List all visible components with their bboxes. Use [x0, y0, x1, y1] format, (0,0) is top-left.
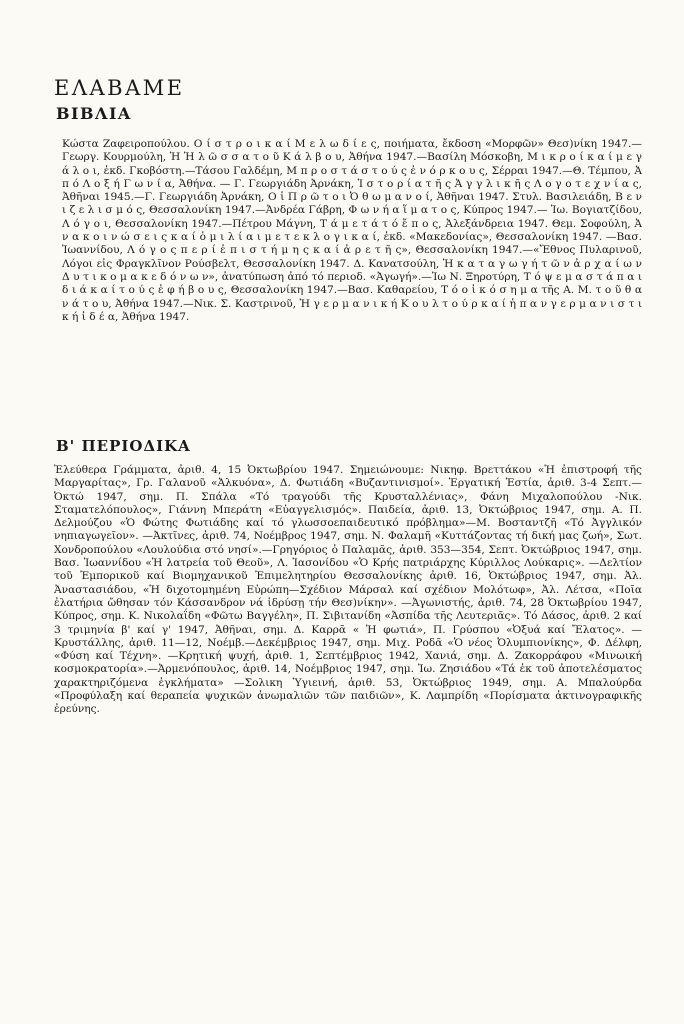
page-title: ΕΛΑΒΑΜΕ [54, 76, 185, 100]
periodicals-paragraph: Ἐλεύθερα Γράμματα, ἀριθ. 4, 15 Ὀκτωβρίου 1947. Σημειώνουμε: Νικηφ. Βρεττάκου «Ἡ ἐπιστροφή τῆς Μαργαρίτας», Γρ. Γαλανοῦ «Ἀλκυόνα», Δ. Φωτιάδη «Βυζαντινισμοί». Ἐργατική Ἑστία, ἀριθ. 3-4 Σεπτ.—Ὀκτώ 1947, σημ. Π. Σπάλα «Τό τραγούδι τῆς Κρυσταλλένιας», Φάνη Μιχαλοπούλου -Νικ. Σταματελόπουλος», Γιάννη Μπεράτη «Εὐαγγελισμός». Παιδεία, ἀριθ. 13, Ὀκτώβριος 1947, σημ. Α. Π. Δελμούζου «Ὁ Φώτης Φωτιάδης καί τό γλωσσοεπαιδευτικό πρόβλημα»—Μ. Βοσταντζῆ «Τό Ἀγγλικόν νηπιαγωγεῖον». —Ἀκτῖνες, ἀριθ. 74, Νοέμβρος 1947, σημ. Ν. Φαλαμῆ «Κυττάζοντας τή δική μας ζωή», Σωτ. Χονδροπούλου «Λουλούδια στό νησί».—Γρηγόριος ὁ Παλαμᾶς, ἀριθ. 353—354, Σεπτ. Ὀκτώβριος 1947, σημ. Βασ. Ἰωαννίδου «Ἡ λατρεία τοῦ Θεοῦ», Λ. Ἰασονίδου «Ὁ Κρής πατριάρχης Κύριλλος Λούκαρις». —Δελτίον τοῦ Ἐμπορικοῦ καί Βιομηχανικοῦ Ἐπιμελητηρίου Θεσσαλονίκης ἀριθ. 16, Ὀκτώβριος 1947, σημ. Ἀλ. Ἀναστασιάδου, «Ἡ διχοτομημένη Εὐρώπη—Σχέδιον Μάρσαλ καί σχέδιον Μολότωφ», Ἀλ. Λέτσα, «Ποῖα ἐλατήρια ὤθησαν τόν Κάσσανδρον νά ἱδρύσῃ τήν Θεσ)νίκην». —Ἀγωνιστής, ἀριθ. 74, 28 Ὀκτωβρίου 1947, Κύπρος, σημ. Κ. Νικολαΐδη «Φῶτω Βαγγέλη», Π. Σιβιτανίδη «Ἀσπίδα τῆς Λευτεριᾶς». Τό Δάσος, ἀριθ. 2 καί 3 τριμηνία β' καί γ' 1947, Ἀθῆναι, σημ. Δ. Καρρᾶ « Ἡ φωτιά», Π. Γρύσπου «Ὀξυά καί Ἔλατος». —Κρυστάλλης, ἀριθ. 11—12, Νοέμβ.—Δεκέμβριος 1947, σημ. Μιχ. Ροδᾶ «Ὁ νέος Ὀλυμπιονίκης», Φ. Δέλφη, «Φύση καί Τέχνη». —Κρητική ψυχή, ἀριθ. 1, Σεπτέμβριος 1942, Χανιά, σημ. Δ. Ζακορράφου «Μινωική κοσμοκρατορία».—Ἀρμενόπουλος, ἀριθ. 14, Νοέμβριος 1947, σημ. Ἰω. Ζησιάδου «Τά ἐκ τοῦ ἀποτελέσματος χαρακτηριζόμενα ἐγκλήματα» —Σολικη Ὑγιεινή, ἀριθ. 53, Ὀκτώβριος 1949, σημ. Α. Μπαλούρδα «Προφύλαξη καί θεραπεία ψυχικῶν ἀνωμαλιῶν τῶν παιδιῶν», Κ. Λαμπρίδη «Πορίσματα ἀκτινογραφικῆς ἐρεύνης. [54, 464, 642, 716]
section-heading-periodicals: Β' ΠΕΡΙΟΔΙΚΑ [56, 437, 191, 455]
books-paragraph: Κώστα Ζαφειροπούλου. Ο ί σ τ ρ ο ι κ α ί Μ ε λ ω δ ί ε ς, ποιήματα, ἔκδοση «Μορφῶν» Θεσ)νίκη 1947.—Γεωργ. Κουρμούλη, Ἡ Ἠ λ ῶ σ σ α τ ο ῦ Κ ά λ β ο υ, Ἀθήνα 1947.—Βασίλη Μόσκοβη, Μ ι κ ρ ο ί κ α ί μ ε γ ά λ ο ι, ἐκδ. Γκοβόστη.—Τάσου Γαλδέμη, Μ π ρ ο σ τ ά σ τ ο ύ ς ἐ ν ό ρ κ ο υ ς, Σέρραι 1947.—Θ. Τέμπου, Ἀ π ό Λ ο ξ ή Γ ω ν ί α, Ἀθήνα. — Γ. Γεωργιάδη Ἀρνάκη, Ἱ σ τ ο ρ ί α τ ῆ ς Ἀ γ γ λ ι κ ῆ ς Λ ο γ ο τ ε χ ν ί α ς, Ἀθῆναι 1945.—Γ. Γεωργιάδη Ἀρνάκη, Ο ἱ Π ρ ῶ τ ο ι Ὀ θ ω μ α ν ο ί, Ἀθῆναι 1947. Στυλ. Βασιλειάδη, Β ε ν ι ζ ε λ ι σ μ ό ς, Θεσσαλονίκη 1947.—Ἀνδρέα Γάβρη, Φ ω ν ή α ἵ μ α τ ο ς, Κύπρος 1947.— Ἰω. Βογιατζίδου, Λ ό γ ο ι, Θεσσαλονίκη 1947.—Πέτρου Μάγνη, Τ ά μ ε τ ά τ ό ἔ π ο ς, Ἀλεξάνδρεια 1947. Θεμ. Σοφούλη, Ἀ ν α κ ο ι ν ώ σ ε ι ς κ α ί ὁ μ ι λ ί α ι μ ε τ ε κ λ ο γ ι κ α ί, ἐκδ. «Μακεδονίας», Θεσσαλονίκη 1947. —Βασ. Ἰωαννίδου, Λ ό γ ο ς π ε ρ ί ἐ π ι σ τ ή μ η ς κ α ί ἀ ρ ε τ ῆ ς», Θεσσαλονίκη 1947.—«Ἔθνος Πυλαρινοῦ, Λόγοι εἰς Φραγκλῖνον Ρούσβελτ, Θεσσαλονίκη 1947. Δ. Κανατσούλη, Ἡ κ α τ α γ ω γ ή τ ῶ ν ἀ ρ χ α ί ω ν Δ υ τ ι κ ο μ α κ ε δ ό ν ω ν», ἀνατύπωση ἀπό τό περιοδ. «Ἀγωγή».—Ἰω Ν. Ξηροτύρη, Τ ό ψ ε μ α σ τ ά π α ι δ ι ά κ α ί τ ο ύ ς ἐ φ ή β ο υ ς, Θεσσαλονίκη 1947.—Βασ. Καθαρείου, Τ ό ο ἰ κ ό σ η μ α τῆς Α. Μ. τ ο ῦ θ α ν ά τ ο υ, Ἀθήνα 1947.—Νικ. Σ. Καστρινοῦ, Ἡ γ ε ρ μ α ν ι κ ή Κ ο υ λ τ ο ύ ρ κ α ί ἡ π α ν γ ε ρ μ α ν ι σ τ ι κ ή ἰ δ έ α, Ἀθήνα 1947. [62, 138, 642, 323]
section-heading-books: ΒΙΒΛΙΑ [56, 104, 132, 123]
